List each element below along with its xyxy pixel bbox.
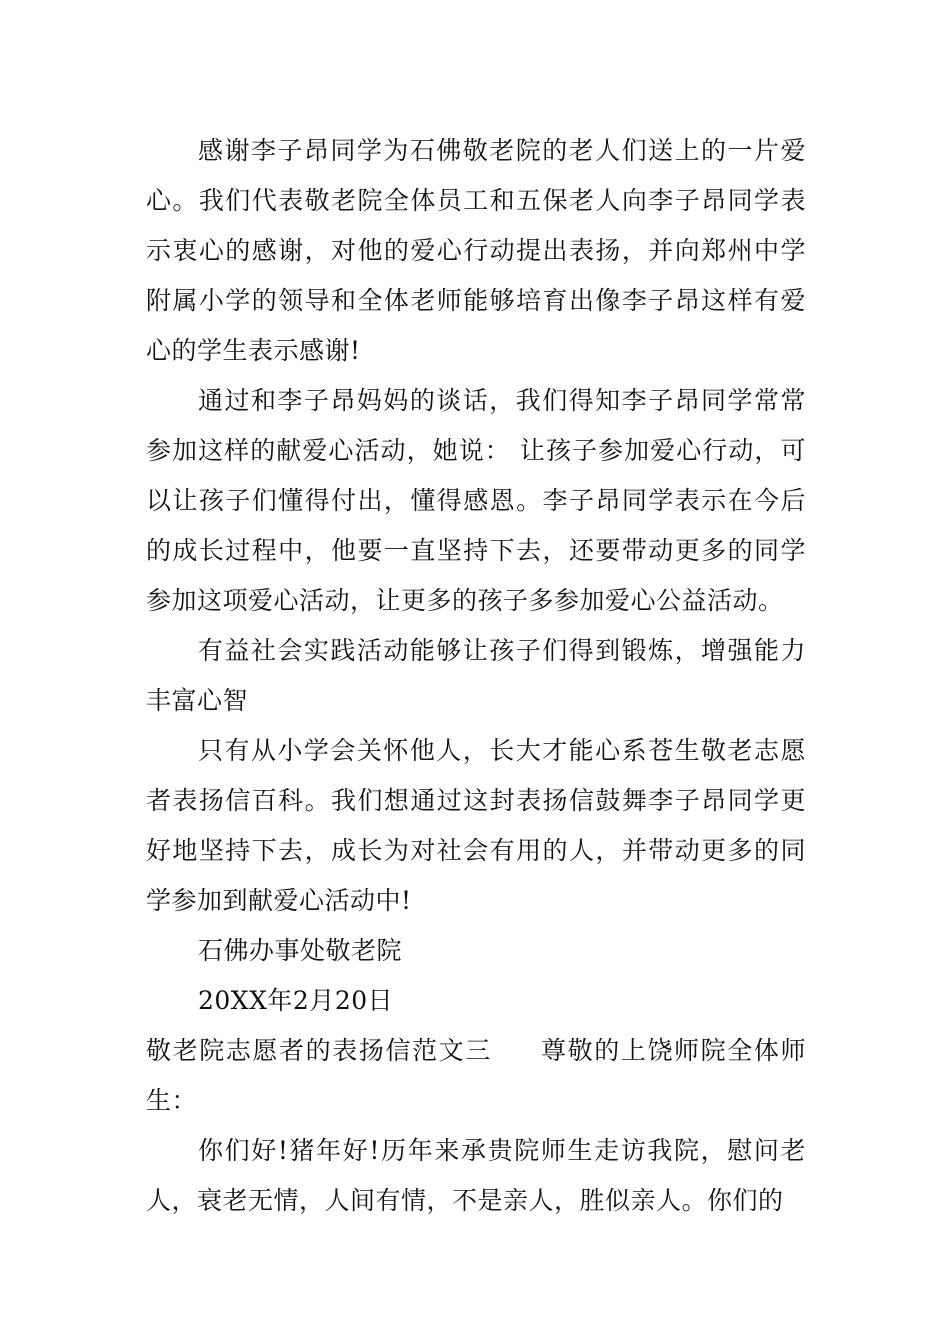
- paragraph-practice: 有益社会实践活动能够让孩子们得到锻炼，增强能力丰富心智: [146, 636, 806, 715]
- paragraph-conversation: 通过和李子昂妈妈的谈话，我们得知李子昂同学常常参加这样的献爱心活动，她说： 让孩子参加爱心行动，可以让孩子们懂得付出，懂得感恩。李子昂同学表示在今后的成长过程中，他要一直坚持下去，还要带动更多的同学参加这项爱心活动，让更多的孩子多参加爱心公益活动。: [146, 386, 806, 615]
- signature: 石佛办事处敬老院: [198, 936, 403, 965]
- salutation: 尊敬的上饶师院全体师生：: [146, 1036, 806, 1115]
- paragraph-care: 只有从小学会关怀他人，长大才能心系苍生敬老志愿者表扬信百科。我们想通过这封表扬信鼓舞李子昂同学更好地坚持下去，成长为对社会有用的人，并带动更多的同学参加到献爱心活动中!: [146, 736, 806, 915]
- document-body: [146, 126, 806, 1226]
- section-title: 敬老院志愿者的表扬信范文三: [146, 1036, 492, 1065]
- paragraph-thanks: 感谢李子昂同学为石佛敬老院的老人们送上的一片爱心。我们代表敬老院全体员工和五保老人向李子昂同学表示衷心的感谢，对他的爱心行动提出表扬，并向郑州中学附属小学的领导和全体老师能够培育出像李子昂这样有爱心的学生表示感谢!: [146, 136, 806, 365]
- paragraph-greeting: 你们好!猪年好!历年来承贵院师生走访我院，慰问老人，衰老无情，人间有情，不是亲人，胜似亲人。你们的: [146, 1136, 806, 1215]
- section-heading-line: [146, 1026, 806, 1126]
- date: 20XX年2月20日: [198, 986, 394, 1015]
